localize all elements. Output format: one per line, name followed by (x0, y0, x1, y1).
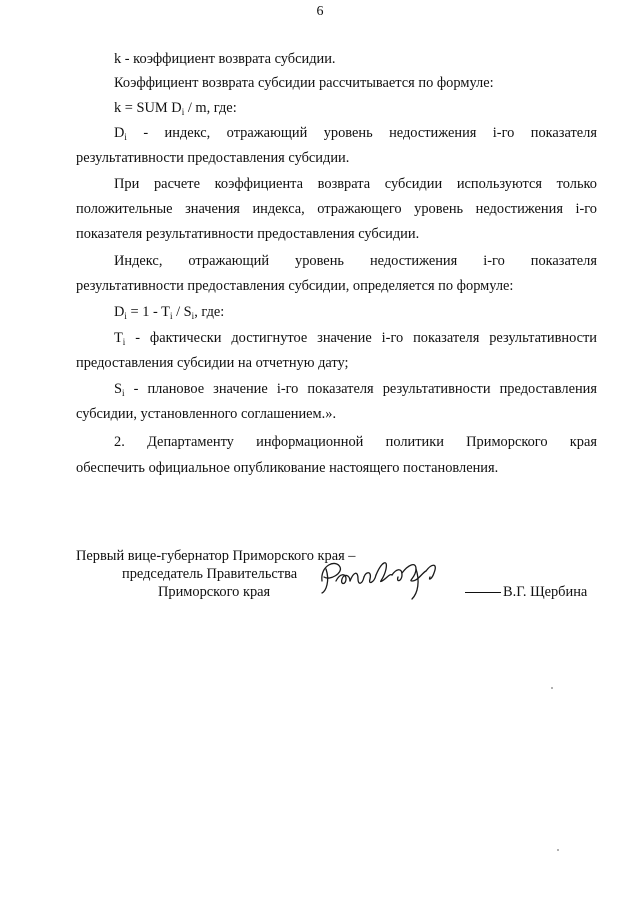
formula-part: k = SUM D (114, 100, 182, 116)
text-line (114, 329, 597, 351)
scan-speck (551, 687, 553, 689)
signer-name: В.Г. Щербина (503, 584, 588, 600)
text-line: Индекс, отражающий уровень недостижения i-го показателя (114, 253, 597, 269)
text-part: - индекс, отражающий уровень недостижения i-го показателя (126, 125, 597, 141)
subscript: i (124, 311, 127, 321)
signer-title-line1: Первый вице-губернатор Приморского края – (76, 548, 356, 564)
formula-part: , где: (194, 304, 225, 320)
text-line: 2. Департаменту информационной политики Приморского края (114, 434, 597, 450)
symbol: S (114, 381, 123, 397)
text-line: результативности предоставления субсидии, определяется по формуле: (76, 278, 514, 294)
signature-underline (465, 592, 501, 593)
text-line: результативности предоставления субсидии. (76, 150, 350, 166)
text-line: обеспечить официальное опубликование настоящего постановления. (76, 460, 499, 476)
text-line: показателя результативности предоставления субсидии. (76, 226, 420, 242)
text-part: - фактически достигнутое значение i-го показателя результативности (125, 330, 597, 346)
scan-speck (557, 849, 559, 851)
symbol: D (114, 125, 125, 141)
subscript: i (181, 107, 185, 117)
text-line: предоставления субсидии на отчетную дату; (76, 355, 349, 371)
subscript: i (122, 337, 126, 347)
subscript: i (169, 311, 173, 321)
symbol: T (114, 330, 123, 346)
formula-part: / m, где: (184, 100, 237, 116)
formula-k (114, 99, 237, 121)
formula-d (114, 303, 224, 325)
handwritten-signature-icon (316, 551, 446, 605)
text-line: субсидии, установленного соглашением.». (76, 406, 337, 422)
formula-part: = 1 - T (126, 304, 170, 320)
page-number: 6 (316, 4, 324, 19)
signer-title-line2: председатель Правительства (122, 566, 298, 582)
text-part: - плановое значение i-го показателя результативности предоставления (124, 381, 597, 397)
formula-part: / S (172, 304, 192, 320)
subscript: i (124, 132, 127, 142)
subscript: i (191, 311, 195, 321)
text-line: положительные значения индекса, отражающего уровень недостижения i-го (76, 201, 597, 217)
signer-title-line3: Приморского края (158, 584, 271, 600)
subscript: i (122, 388, 125, 398)
text-line (114, 380, 597, 402)
text-line (114, 124, 597, 146)
text-line: При расчете коэффициента возврата субсидии используются только (114, 176, 597, 192)
symbol: D (114, 304, 125, 320)
text-line: Коэффициент возврата субсидии рассчитывается по формуле: (114, 75, 494, 91)
text-line: k - коэффициент возврата субсидии. (114, 51, 336, 67)
